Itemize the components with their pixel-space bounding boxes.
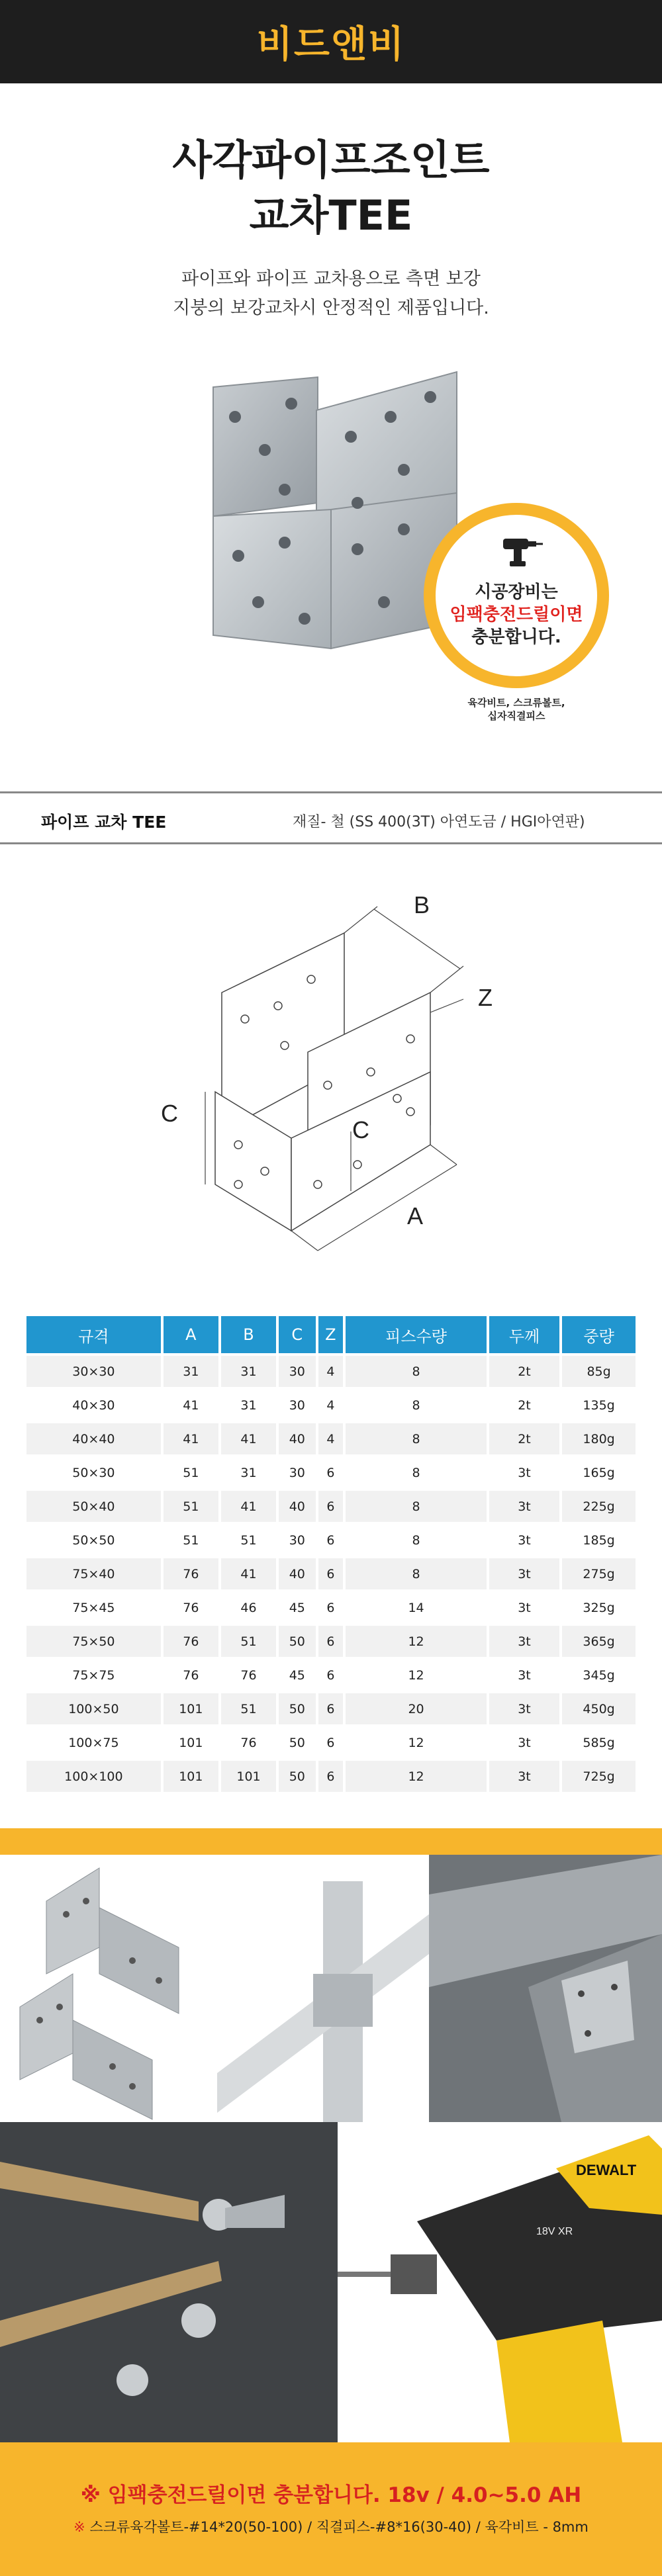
- table-cell: 725g: [562, 1761, 636, 1792]
- table-cell: 3t: [489, 1525, 559, 1556]
- table-row: [26, 1592, 636, 1623]
- table-cell: 41: [221, 1558, 276, 1589]
- table-header-cell: A: [164, 1316, 218, 1353]
- product-description: [0, 265, 662, 323]
- drill-brand-label: DEWALT: [576, 2162, 637, 2178]
- installed-photo: [429, 1855, 662, 2122]
- table-cell: 51: [164, 1457, 218, 1488]
- dim-label-z: Z: [478, 984, 493, 1011]
- table-cell: 8: [346, 1423, 487, 1454]
- table-cell: 76: [164, 1558, 218, 1589]
- table-cell: 2t: [489, 1390, 559, 1421]
- table-cell: 31: [221, 1356, 276, 1387]
- table-header-cell: 피스수량: [346, 1316, 487, 1353]
- table-cell: 6: [318, 1457, 344, 1488]
- table-cell: 3t: [489, 1592, 559, 1623]
- brand-logo[interactable]: 비드앤비: [256, 23, 406, 66]
- table-cell: 6: [318, 1693, 344, 1724]
- table-row: [26, 1727, 636, 1758]
- photo-pipe-joint: [217, 1855, 429, 2122]
- table-cell: 41: [164, 1423, 218, 1454]
- table-cell: 51: [221, 1693, 276, 1724]
- table-cell: 3t: [489, 1727, 559, 1758]
- table-cell: 135g: [562, 1390, 636, 1421]
- table-cell: 75×75: [26, 1660, 161, 1691]
- table-cell: 12: [346, 1727, 487, 1758]
- footer-sub: [0, 2516, 662, 2536]
- table-cell: 3t: [489, 1626, 559, 1657]
- badge-note2: 십자직결피스: [487, 710, 545, 722]
- table-cell: 41: [221, 1423, 276, 1454]
- photo-screws: [0, 2122, 338, 2442]
- table-cell: 41: [164, 1390, 218, 1421]
- badge-note: [424, 696, 609, 723]
- impact-drill-photo: [338, 2122, 662, 2442]
- table-cell: 4: [318, 1390, 344, 1421]
- table-cell: 345g: [562, 1660, 636, 1691]
- table-cell: 30: [279, 1457, 315, 1488]
- table-cell: 6: [318, 1592, 344, 1623]
- brackets-photo: [0, 1855, 217, 2122]
- table-cell: 40: [279, 1423, 315, 1454]
- pipe-joint-photo: [217, 1855, 429, 2122]
- table-cell: 30: [279, 1525, 315, 1556]
- site-header: [0, 0, 662, 83]
- table-cell: 76: [164, 1660, 218, 1691]
- table-cell: 3t: [489, 1491, 559, 1522]
- product-title-line1: 사각파이프조인트: [172, 136, 490, 184]
- table-cell: 51: [221, 1525, 276, 1556]
- table-cell: 4: [318, 1423, 344, 1454]
- table-cell: 101: [164, 1727, 218, 1758]
- table-cell: 8: [346, 1525, 487, 1556]
- dim-label-b: B: [414, 891, 430, 918]
- table-cell: 76: [164, 1626, 218, 1657]
- footer-main: [0, 2478, 662, 2508]
- table-cell: 75×50: [26, 1626, 161, 1657]
- table-cell: 40: [279, 1558, 315, 1589]
- footer-sub-mark: ※: [73, 2519, 85, 2535]
- table-header-cell: 규격: [26, 1316, 161, 1353]
- table-body: [26, 1356, 636, 1792]
- dim-label-a: A: [407, 1202, 424, 1229]
- table-cell: 85g: [562, 1356, 636, 1387]
- table-header-cell: 중량: [562, 1316, 636, 1353]
- table-cell: 275g: [562, 1558, 636, 1589]
- table-cell: 101: [164, 1761, 218, 1792]
- drill-icon: [502, 535, 544, 568]
- table-cell: 31: [221, 1390, 276, 1421]
- table-cell: 8: [346, 1390, 487, 1421]
- footer-main-mark: ※: [80, 2483, 101, 2507]
- table-cell: 50: [279, 1626, 315, 1657]
- dim-label-c2: C: [352, 1116, 369, 1143]
- table-cell: 180g: [562, 1423, 636, 1454]
- table-header-row: [26, 1316, 636, 1353]
- table-row: [26, 1693, 636, 1724]
- table-cell: 46: [221, 1592, 276, 1623]
- table-cell: 75×45: [26, 1592, 161, 1623]
- table-cell: 75×40: [26, 1558, 161, 1589]
- table-cell: 101: [221, 1761, 276, 1792]
- spec-product-name: 파이프 교차 TEE: [41, 813, 167, 832]
- yellow-divider: [0, 1828, 662, 1855]
- dimension-drawing: [0, 880, 662, 1264]
- table-cell: 40: [279, 1491, 315, 1522]
- table-cell: 50×40: [26, 1491, 161, 1522]
- description-line1: 파이프와 파이프 교차용으로 측면 보강: [181, 269, 481, 289]
- table-cell: 100×75: [26, 1727, 161, 1758]
- table-cell: 3t: [489, 1693, 559, 1724]
- table-cell: 30: [279, 1356, 315, 1387]
- table-row: [26, 1558, 636, 1589]
- table-cell: 45: [279, 1660, 315, 1691]
- table-cell: 2t: [489, 1356, 559, 1387]
- badge-line2: 임팩충전드릴이면: [449, 605, 583, 625]
- spec-table: [24, 1313, 638, 1795]
- table-cell: 6: [318, 1626, 344, 1657]
- table-cell: 30: [279, 1390, 315, 1421]
- table-cell: 12: [346, 1660, 487, 1691]
- table-cell: 8: [346, 1558, 487, 1589]
- table-cell: 3t: [489, 1457, 559, 1488]
- table-cell: 31: [164, 1356, 218, 1387]
- table-cell: 225g: [562, 1491, 636, 1522]
- footer-banner: [0, 2442, 662, 2576]
- table-row: [26, 1525, 636, 1556]
- table-cell: 41: [221, 1491, 276, 1522]
- table-cell: 12: [346, 1761, 487, 1792]
- table-cell: 6: [318, 1558, 344, 1589]
- photo-brackets: [0, 1855, 217, 2122]
- table-cell: 585g: [562, 1727, 636, 1758]
- table-header-cell: C: [279, 1316, 315, 1353]
- spec-material: 재질- 철 (SS 400(3T) 아연도금 / HGI아연판): [293, 814, 585, 830]
- table-cell: 365g: [562, 1626, 636, 1657]
- table-cell: 8: [346, 1356, 487, 1387]
- product-title: [0, 132, 662, 244]
- table-cell: 6: [318, 1491, 344, 1522]
- footer-main-text: 임팩충전드릴이면 충분합니다. 18v / 4.0~5.0 AH: [107, 2483, 582, 2507]
- table-header-cell: B: [221, 1316, 276, 1353]
- table-header-cell: 두께: [489, 1316, 559, 1353]
- badge-line3: 충분합니다.: [471, 627, 561, 647]
- table-cell: 450g: [562, 1693, 636, 1724]
- description-line2: 지붕의 보강교차시 안정적인 제품입니다.: [173, 298, 489, 318]
- table-cell: 20: [346, 1693, 487, 1724]
- badge-note1: 육각비트, 스크류볼트,: [467, 697, 565, 709]
- table-row: [26, 1660, 636, 1691]
- table-cell: 6: [318, 1660, 344, 1691]
- table-cell: 6: [318, 1761, 344, 1792]
- table-cell: 3t: [489, 1660, 559, 1691]
- table-cell: 2t: [489, 1423, 559, 1454]
- table-cell: 76: [164, 1592, 218, 1623]
- product-title-line2: 교차TEE: [249, 191, 413, 240]
- table-row: [26, 1423, 636, 1454]
- drill-model-label: 18V XR: [536, 2226, 573, 2237]
- table-cell: 51: [164, 1525, 218, 1556]
- table-cell: 8: [346, 1491, 487, 1522]
- table-cell: 165g: [562, 1457, 636, 1488]
- table-row: [26, 1761, 636, 1792]
- dimension-diagram: [0, 880, 662, 1264]
- table-cell: 6: [318, 1525, 344, 1556]
- table-cell: 6: [318, 1727, 344, 1758]
- table-row: [26, 1457, 636, 1488]
- table-cell: 76: [221, 1660, 276, 1691]
- table-cell: 31: [221, 1457, 276, 1488]
- table-cell: 325g: [562, 1592, 636, 1623]
- table-cell: 12: [346, 1626, 487, 1657]
- table-cell: 45: [279, 1592, 315, 1623]
- table-cell: 50: [279, 1727, 315, 1758]
- table-cell: 3t: [489, 1558, 559, 1589]
- table-cell: 100×100: [26, 1761, 161, 1792]
- table-cell: 3t: [489, 1761, 559, 1792]
- table-row: [26, 1390, 636, 1421]
- badge-line1: 시공장비는: [475, 582, 558, 602]
- table-cell: 76: [221, 1727, 276, 1758]
- spec-bar: [0, 791, 662, 844]
- table-cell: 40×40: [26, 1423, 161, 1454]
- table-row: [26, 1626, 636, 1657]
- table-cell: 4: [318, 1356, 344, 1387]
- table-cell: 50×50: [26, 1525, 161, 1556]
- table-cell: 50×30: [26, 1457, 161, 1488]
- screws-photo: [0, 2122, 338, 2442]
- photo-installed: [429, 1855, 662, 2122]
- table-cell: 51: [164, 1491, 218, 1522]
- dim-label-c1: C: [161, 1100, 178, 1127]
- table-cell: 185g: [562, 1525, 636, 1556]
- table-cell: 8: [346, 1457, 487, 1488]
- footer-sub-text: 스크류육각볼트-#14*20(50-100) / 직결피스-#8*16(30-40) / 육각비트 - 8mm: [89, 2519, 589, 2535]
- table-row: [26, 1491, 636, 1522]
- table-header-cell: Z: [318, 1316, 344, 1353]
- table-cell: 30×30: [26, 1356, 161, 1387]
- table-cell: 50: [279, 1761, 315, 1792]
- table-row: [26, 1356, 636, 1387]
- photo-drill: [338, 2122, 662, 2442]
- table-cell: 51: [221, 1626, 276, 1657]
- table-cell: 101: [164, 1693, 218, 1724]
- table-cell: 100×50: [26, 1693, 161, 1724]
- table-cell: 50: [279, 1693, 315, 1724]
- table-cell: 14: [346, 1592, 487, 1623]
- table-cell: 40×30: [26, 1390, 161, 1421]
- tool-info-badge: [424, 503, 609, 722]
- badge-inner: [436, 515, 597, 676]
